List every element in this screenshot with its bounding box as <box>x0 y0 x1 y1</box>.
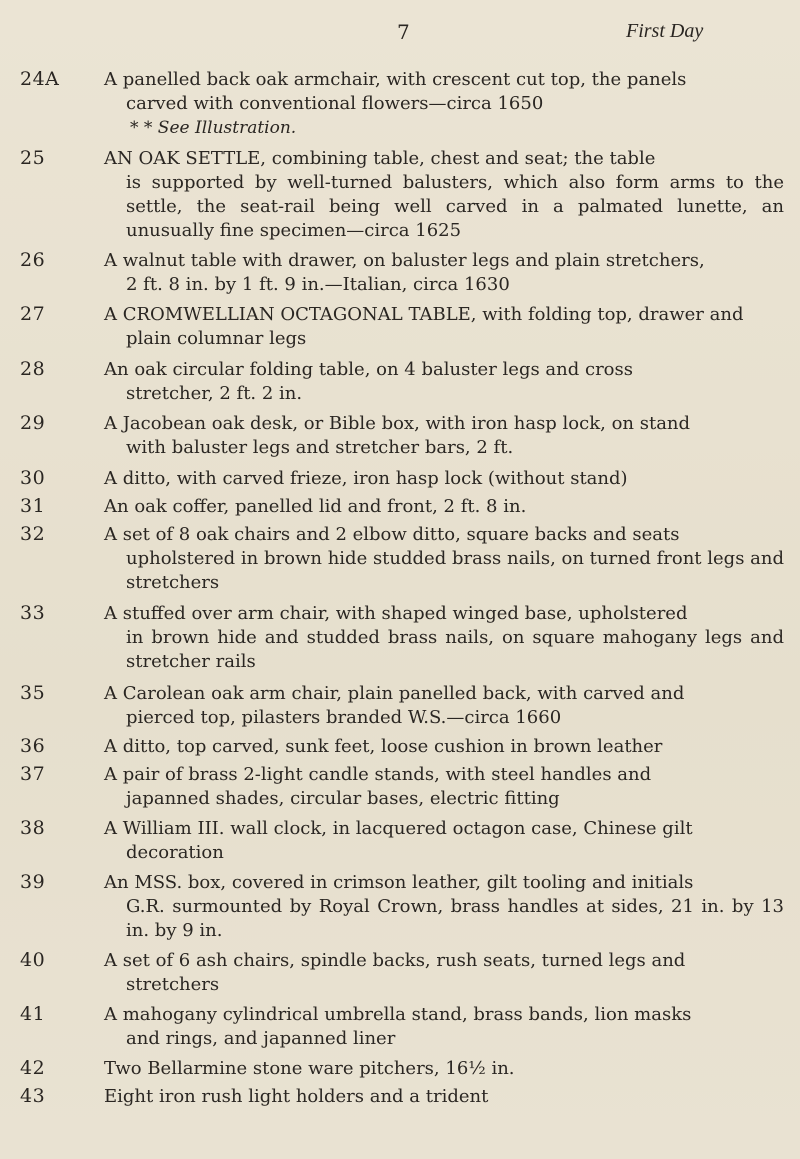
lot-number: 31 <box>20 495 46 517</box>
lot-description-first: Two Bellarmine stone ware pitchers, 16½ in. <box>104 1058 515 1079</box>
lot-description <box>104 68 784 116</box>
lot-description-cont: in brown hide and studded brass nails, on square mahogany legs and stretcher rails <box>126 627 784 672</box>
lot-description-first: A CROMWELLIAN OCTAGONAL TABLE, with folding top, drawer and <box>104 304 744 325</box>
lot-description <box>104 682 784 730</box>
lot-description <box>104 495 784 519</box>
lot-description-cont: 2 ft. 8 in. by 1 ft. 9 in.—Italian, circa 1630 <box>126 274 510 295</box>
lot-description-cont: is supported by well-turned balusters, which also form arms to the settle, the seat-rail being well carved in a palmated lunette, an unusually fine specimen—circa 1625 <box>126 172 784 241</box>
lot-description-first: A pair of brass 2-light candle stands, with steel handles and <box>104 764 652 785</box>
lot-description-first: AN OAK SETTLE, combining table, chest and seat; the table <box>104 148 656 169</box>
lot-description <box>104 358 784 406</box>
lot-description <box>104 1085 784 1109</box>
lot-description <box>104 1003 784 1051</box>
lot-description <box>104 763 784 811</box>
lot-description-first: A Jacobean oak desk, or Bible box, with iron hasp lock, on stand <box>104 413 691 434</box>
lot-description-first: An oak circular folding table, on 4 baluster legs and cross <box>104 359 633 380</box>
lot-description-cont: G.R. surmounted by Royal Crown, brass handles at sides, 21 in. by 13 in. by 9 in. <box>126 896 784 941</box>
lot-description <box>104 817 784 865</box>
lot-description <box>104 871 784 943</box>
lot-description <box>104 949 784 997</box>
lot-number: 41 <box>20 1003 46 1025</box>
lot-number: 35 <box>20 682 46 704</box>
lot-description-cont: pierced top, pilasters branded W.S.—circa 1660 <box>126 707 562 728</box>
lot-description-first: A ditto, top carved, sunk feet, loose cushion in brown leather <box>104 736 663 757</box>
lot-number: 24A <box>20 68 60 90</box>
lot-number: 39 <box>20 871 46 893</box>
page-number: 7 <box>397 20 410 44</box>
lot-number: 27 <box>20 303 46 325</box>
lot-description-first: A William III. wall clock, in lacquered octagon case, Chinese gilt <box>104 818 693 839</box>
lot-description <box>104 467 784 491</box>
lot-number: 36 <box>20 735 46 757</box>
lot-number: 25 <box>20 147 46 169</box>
lot-description <box>104 303 784 351</box>
illustration-note: * * See Illustration. <box>130 118 297 138</box>
lot-description <box>104 735 784 759</box>
lot-description-first: A Carolean oak arm chair, plain panelled back, with carved and <box>104 683 685 704</box>
lot-description-cont: upholstered in brown hide studded brass nails, on turned front legs and stretchers <box>126 548 784 593</box>
lot-description-cont: stretcher, 2 ft. 2 in. <box>126 383 303 404</box>
lot-number: 28 <box>20 358 46 380</box>
lot-description-first: Eight iron rush light holders and a trident <box>104 1086 489 1107</box>
lot-description-first: A set of 6 ash chairs, spindle backs, rush seats, turned legs and <box>104 950 686 971</box>
lot-description <box>104 1057 784 1081</box>
lot-description-first: An MSS. box, covered in crimson leather, gilt tooling and initials <box>104 872 694 893</box>
lot-description-first: A mahogany cylindrical umbrella stand, brass bands, lion masks <box>104 1004 692 1025</box>
lot-description-cont: plain columnar legs <box>126 328 307 349</box>
lot-number: 40 <box>20 949 46 971</box>
lot-description-cont: with baluster legs and stretcher bars, 2 ft. <box>126 437 514 458</box>
lot-description-cont: and rings, and japanned liner <box>126 1028 396 1049</box>
lot-description-first: A ditto, with carved frieze, iron hasp lock (without stand) <box>104 468 628 489</box>
lot-number: 38 <box>20 817 46 839</box>
lot-number: 42 <box>20 1057 46 1079</box>
lot-number: 26 <box>20 249 46 271</box>
lot-description <box>104 602 784 674</box>
lot-number: 30 <box>20 467 46 489</box>
lot-description-first: A set of 8 oak chairs and 2 elbow ditto, square backs and seats <box>104 524 680 545</box>
lot-description-cont: stretchers <box>126 974 220 995</box>
lot-description <box>104 249 784 297</box>
lot-description <box>104 412 784 460</box>
lot-description-cont: decoration <box>126 842 224 863</box>
lot-description-cont: carved with conventional flowers—circa 1650 <box>126 93 544 114</box>
lot-number: 43 <box>20 1085 46 1107</box>
lot-description <box>104 147 784 243</box>
lot-description-first: A stuffed over arm chair, with shaped winged base, upholstered <box>104 603 688 624</box>
lot-number: 33 <box>20 602 46 624</box>
lot-description-first: A walnut table with drawer, on baluster legs and plain stretchers, <box>104 250 705 271</box>
day-title: First Day <box>626 20 704 42</box>
page-header <box>0 18 800 48</box>
lot-description-first: A panelled back oak armchair, with crescent cut top, the panels <box>104 69 687 90</box>
lot-description <box>104 523 784 595</box>
lot-number: 37 <box>20 763 46 785</box>
lot-number: 29 <box>20 412 46 434</box>
lot-description-cont: japanned shades, circular bases, electric fitting <box>126 788 560 809</box>
lot-description-first: An oak coffer, panelled lid and front, 2 ft. 8 in. <box>104 496 527 517</box>
lot-number: 32 <box>20 523 46 545</box>
